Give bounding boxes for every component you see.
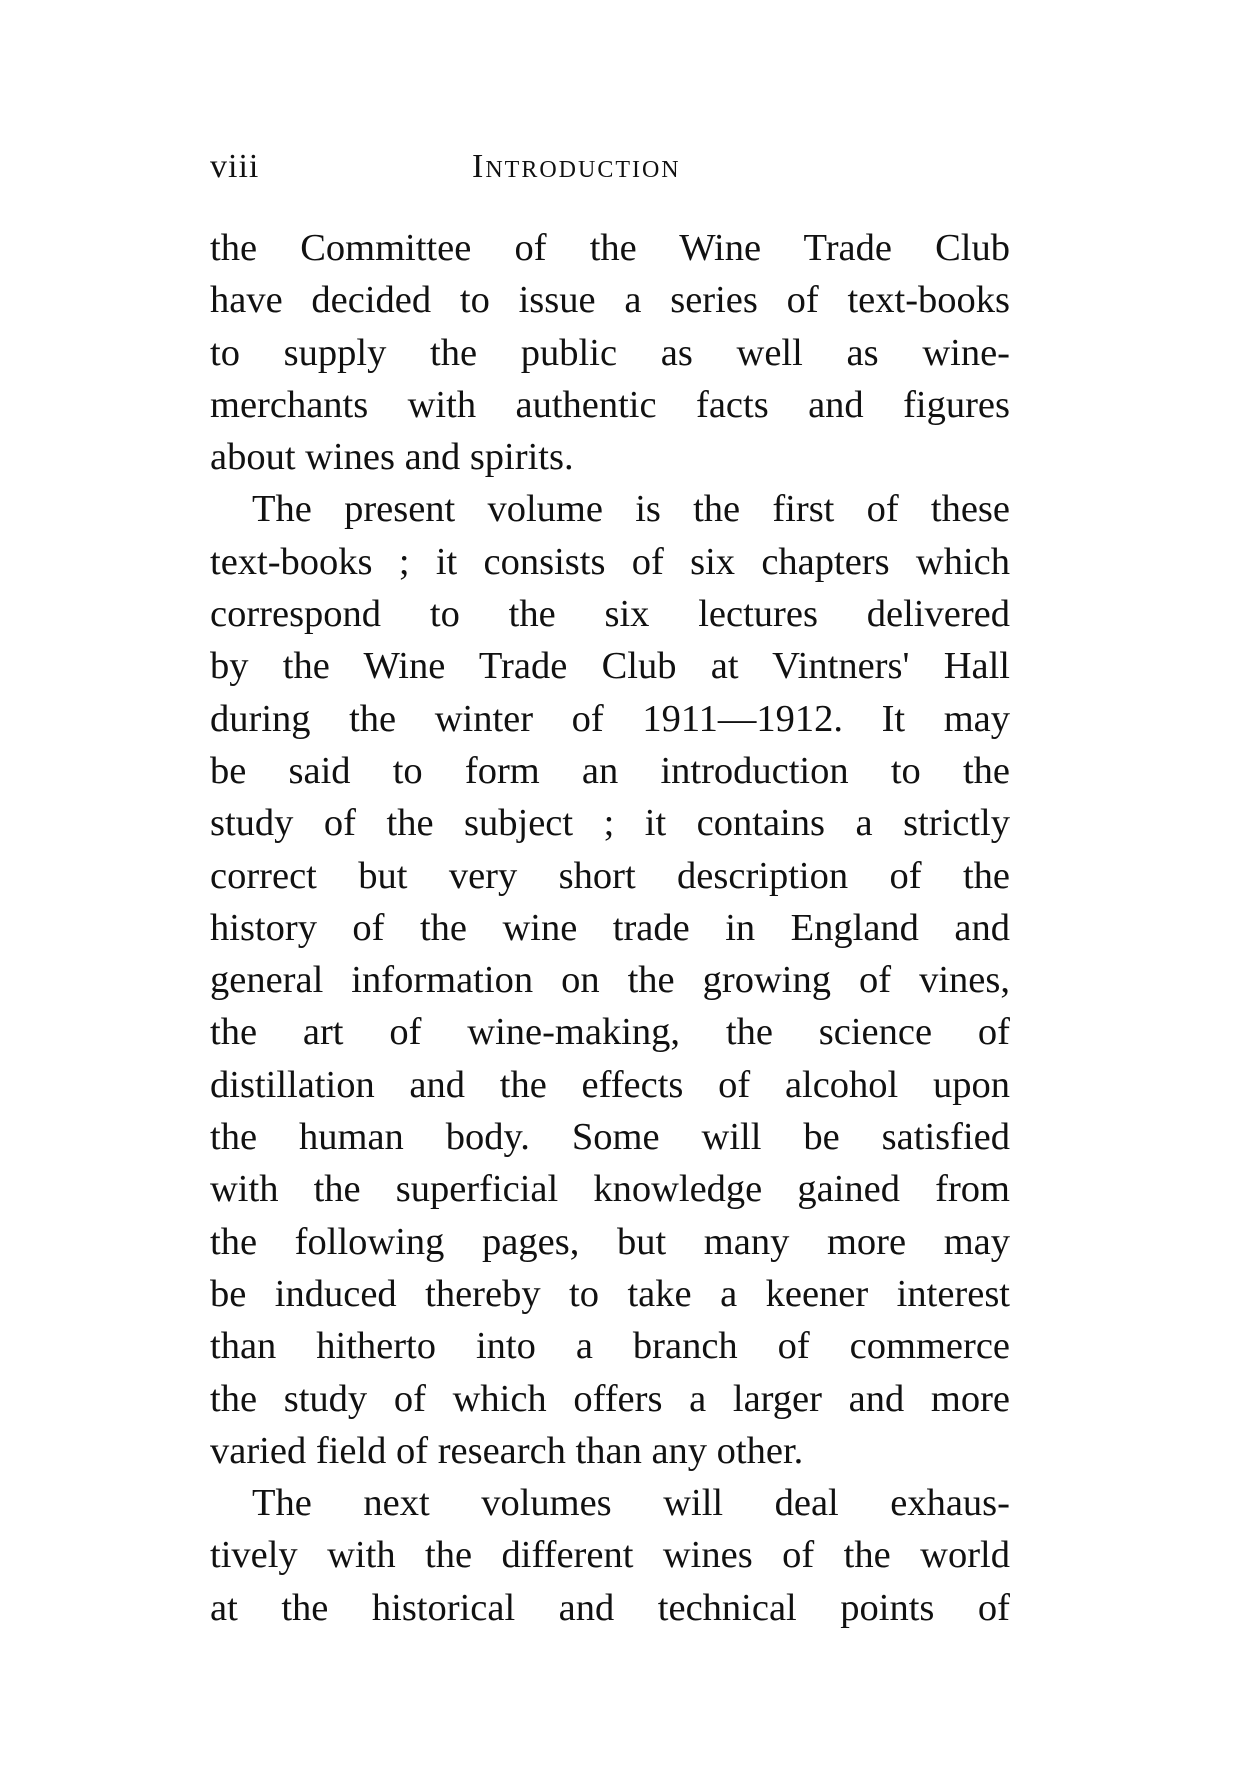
- text-line: general information on the growing of vines,: [210, 959, 1010, 1002]
- text-line: history of the wine trade in England and: [210, 906, 1010, 949]
- running-head: [210, 148, 1010, 192]
- text-line: the Committee of the Wine Trade Club: [210, 227, 1010, 269]
- page-number: viii: [210, 148, 260, 185]
- paragraph-3: [210, 1477, 1010, 1634]
- text-line: than hitherto into a branch of commerce: [210, 1325, 1010, 1368]
- text-line: the art of wine-making, the science of: [210, 1011, 1010, 1054]
- text-line: the following pages, but many more may: [210, 1220, 1010, 1263]
- text-line: the study of which offers a larger and more: [210, 1377, 1010, 1420]
- text-line: the human body. Some will be satisfied: [210, 1116, 1010, 1159]
- paragraph-2: [210, 483, 1010, 1477]
- paragraph-1: [210, 222, 1010, 483]
- running-title: Introduction: [472, 148, 681, 185]
- text-line: The next volumes will deal exhaus-: [252, 1482, 1010, 1525]
- text-line: at the historical and technical points of: [210, 1586, 1010, 1629]
- text-line: text-books ; it consists of six chapters which: [210, 540, 1010, 583]
- text-line: by the Wine Trade Club at Vintners' Hall: [210, 645, 1010, 688]
- text-line: have decided to issue a series of text-books: [210, 279, 1010, 322]
- text-line: tively with the different wines of the world: [210, 1534, 1010, 1577]
- text-line: with the superficial knowledge gained from: [210, 1168, 1010, 1211]
- body-text: [210, 222, 1010, 1634]
- book-page: [210, 148, 1010, 1634]
- text-line: merchants with authentic facts and figures: [210, 383, 1010, 426]
- text-line: to supply the public as well as wine-: [210, 331, 1010, 374]
- text-line: distillation and the effects of alcohol upon: [210, 1063, 1010, 1106]
- text-line: The present volume is the first of these: [252, 488, 1010, 531]
- text-line: about wines and spirits.: [210, 436, 574, 479]
- text-line: be said to form an introduction to the: [210, 749, 1010, 792]
- text-line: study of the subject ; it contains a strictly: [210, 802, 1010, 845]
- text-line: correct but very short description of the: [210, 854, 1010, 897]
- text-line: be induced thereby to take a keener interest: [210, 1272, 1010, 1315]
- text-line: varied field of research than any other.: [210, 1429, 804, 1472]
- text-line: during the winter of 1911—1912. It may: [210, 697, 1010, 740]
- text-line: correspond to the six lectures delivered: [210, 593, 1010, 636]
